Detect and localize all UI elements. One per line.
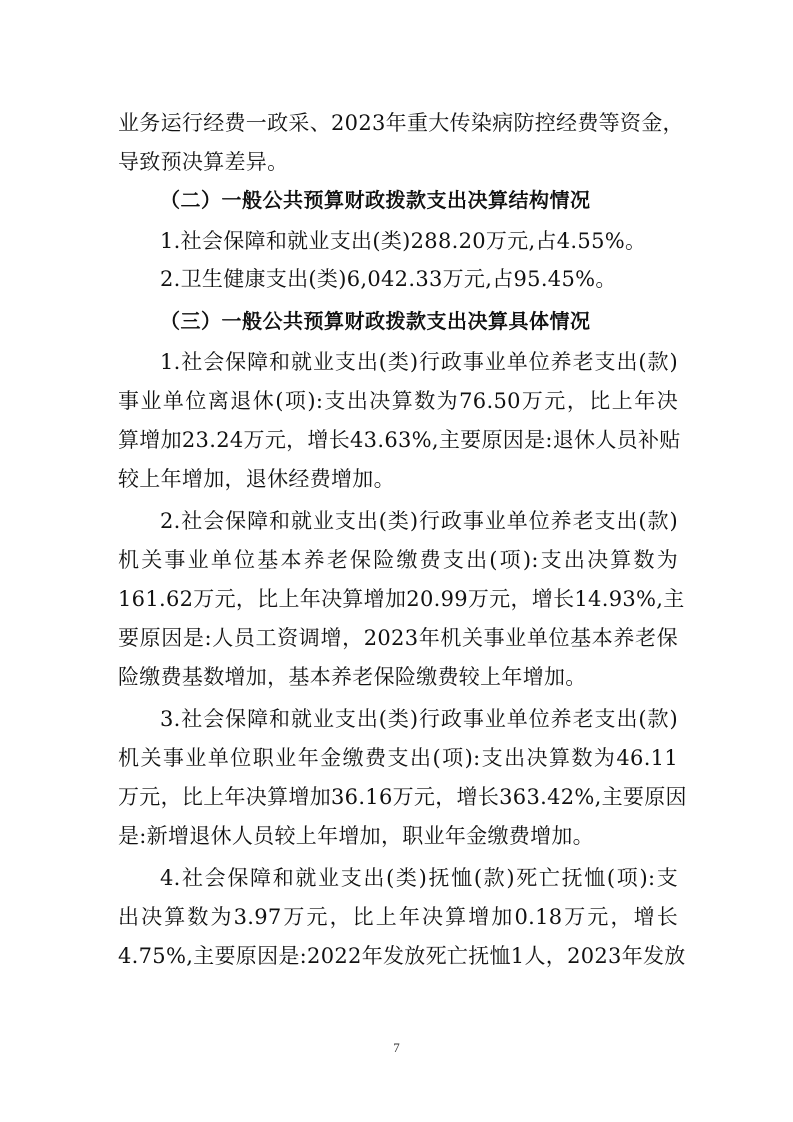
paragraph-line: 要原因是:人员工资调增，2023年机关事业单位基本养老保: [118, 626, 678, 650]
paragraph-line: 机关事业单位职业年金缴费支出(项):支出决算数为46.11: [118, 746, 678, 770]
section-heading: （二）一般公共预算财政拨款支出决算结构情况: [160, 188, 591, 212]
paragraph-line: 导致预决算差异。: [118, 150, 289, 174]
paragraph-line: 是:新增退休人员较上年增加，职业年金缴费增加。: [118, 824, 594, 848]
section-heading: （三）一般公共预算财政拨款支出决算具体情况: [160, 309, 591, 333]
paragraph-line: 2.社会保障和就业支出(类)行政事业单位养老支出(款): [160, 509, 678, 533]
paragraph-line: 算增加23.24万元，增长43.63%,主要原因是:退休人员补贴: [118, 428, 681, 452]
paragraph-line: 万元，比上年决算增加36.16万元，增长363.42%,主要原因: [118, 785, 687, 809]
paragraph-line: 1.社会保障和就业支出(类)288.20万元,占4.55%。: [160, 229, 647, 253]
paragraph-line: 4.75%,主要原因是:2022年发放死亡抚恤1人，2023年发放: [118, 944, 686, 968]
paragraph-line: 机关事业单位基本养老保险缴费支出(项):支出决算数为: [118, 548, 678, 572]
paragraph-line: 出决算数为3.97万元，比上年决算增加0.18万元，增长: [118, 905, 678, 929]
paragraph-line: 4.社会保障和就业支出(类)抚恤(款)死亡抚恤(项):支: [160, 866, 678, 890]
paragraph-line: 161.62万元，比上年决算增加20.99万元，增长14.93%,主: [118, 587, 685, 611]
paragraph-line: 1.社会保障和就业支出(类)行政事业单位养老支出(款): [160, 350, 678, 374]
paragraph-line: 2.卫生健康支出(类)6,042.33万元,占95.45%。: [160, 267, 617, 291]
paragraph-line: 业务运行经费一政采、2023年重大传染病防控经费等资金，: [118, 111, 684, 135]
page-number: 7: [393, 1040, 400, 1055]
paragraph-line: 3.社会保障和就业支出(类)行政事业单位养老支出(款): [160, 707, 678, 731]
paragraph-line: 事业单位离退休(项):支出决算数为76.50万元，比上年决: [118, 389, 678, 413]
paragraph-line: 险缴费基数增加，基本养老保险缴费较上年增加。: [118, 665, 587, 689]
paragraph-line: 较上年增加，退休经费增加。: [118, 467, 395, 491]
